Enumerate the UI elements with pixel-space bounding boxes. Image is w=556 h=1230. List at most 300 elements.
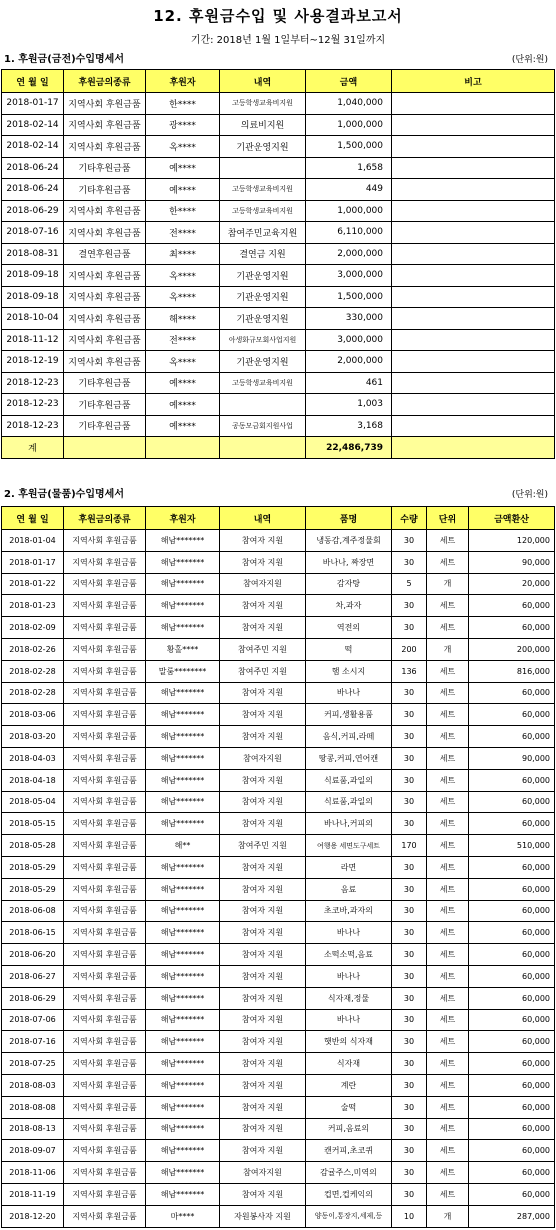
table-row	[2, 286, 555, 308]
date-cell: 2018-12-20	[2, 1205, 64, 1227]
type-cell: 지역사회 후원금품	[64, 1074, 146, 1096]
detail-cell: 참여자 지원	[220, 704, 306, 726]
qty-cell: 30	[392, 965, 427, 987]
detail-cell: 참여주민 지원	[220, 835, 306, 857]
type-cell: 지역사회 후원금품	[64, 1183, 146, 1205]
type-cell: 지역사회 후원금품	[64, 769, 146, 791]
amount-cell: 3,168	[306, 415, 392, 437]
amount-cell: 287,000	[469, 1205, 555, 1227]
item-cell: 땅콩,커피,연어캔	[306, 747, 392, 769]
type-cell: 지역사회 후원금품	[64, 573, 146, 595]
table-row	[2, 573, 555, 595]
total-label: 계	[2, 437, 64, 459]
type-cell: 결연후원금품	[64, 243, 146, 265]
table-row	[2, 726, 555, 748]
amount-cell: 120,000	[469, 530, 555, 552]
qty-cell: 30	[392, 1009, 427, 1031]
note-cell	[392, 286, 555, 308]
date-cell: 2018-06-29	[2, 987, 64, 1009]
amount-cell: 1,658	[306, 157, 392, 179]
date-cell: 2018-08-13	[2, 1118, 64, 1140]
unit-cell: 세트	[427, 900, 469, 922]
table-row	[2, 704, 555, 726]
type-cell: 지역사회 후원금품	[64, 704, 146, 726]
amount-cell: 60,000	[469, 682, 555, 704]
type-cell: 지역사회 후원금품	[64, 308, 146, 330]
qty-cell: 136	[392, 660, 427, 682]
donor-cell: 해남*******	[146, 573, 220, 595]
date-cell: 2018-08-31	[2, 243, 64, 265]
column-header: 후원자	[146, 70, 220, 93]
table-row	[2, 878, 555, 900]
donor-cell: 해남*******	[146, 878, 220, 900]
date-cell: 2018-02-14	[2, 114, 64, 136]
date-cell: 2018-10-04	[2, 308, 64, 330]
date-cell: 2018-12-23	[2, 372, 64, 394]
amount-cell: 90,000	[469, 747, 555, 769]
date-cell: 2018-09-07	[2, 1140, 64, 1162]
unit-cell: 세트	[427, 791, 469, 813]
type-cell: 지역사회 후원금품	[64, 900, 146, 922]
donor-cell: 해남*******	[146, 726, 220, 748]
unit-cell: 세트	[427, 682, 469, 704]
date-cell: 2018-05-28	[2, 835, 64, 857]
type-cell: 지역사회 후원금품	[64, 944, 146, 966]
type-cell: 지역사회 후원금품	[64, 660, 146, 682]
date-cell: 2018-12-19	[2, 351, 64, 373]
qty-cell: 30	[392, 1074, 427, 1096]
unit-cell: 개	[427, 573, 469, 595]
column-header: 후원금의종류	[64, 507, 146, 530]
table-row	[2, 329, 555, 351]
item-cell: 소떡소떡,음료	[306, 944, 392, 966]
amount-cell: 60,000	[469, 791, 555, 813]
date-cell: 2018-01-17	[2, 93, 64, 115]
donor-cell: 해남*******	[146, 791, 220, 813]
type-cell: 지역사회 후원금품	[64, 329, 146, 351]
detail-cell: 참여자 지원	[220, 769, 306, 791]
qty-cell: 30	[392, 944, 427, 966]
table-row	[2, 114, 555, 136]
detail-cell: 참여자지원	[220, 573, 306, 595]
detail-cell: 참여자 지원	[220, 551, 306, 573]
item-cell: 바나나	[306, 922, 392, 944]
item-cell: 음식,커피,라떼	[306, 726, 392, 748]
table-row	[2, 987, 555, 1009]
table-row	[2, 1074, 555, 1096]
detail-cell: 참여자 지원	[220, 944, 306, 966]
unit-cell: 세트	[427, 530, 469, 552]
empty-cell	[220, 437, 306, 459]
type-cell: 지역사회 후원금품	[64, 551, 146, 573]
table-row	[2, 1118, 555, 1140]
amount-cell: 60,000	[469, 1074, 555, 1096]
detail-cell: 기관운영지원	[220, 286, 306, 308]
qty-cell: 30	[392, 791, 427, 813]
detail-cell: 의료비지원	[220, 114, 306, 136]
note-cell	[392, 243, 555, 265]
amount-cell: 90,000	[469, 551, 555, 573]
date-cell: 2018-02-14	[2, 136, 64, 158]
amount-cell: 60,000	[469, 1118, 555, 1140]
date-cell: 2018-01-23	[2, 595, 64, 617]
table-row	[2, 1009, 555, 1031]
amount-cell: 60,000	[469, 900, 555, 922]
date-cell: 2018-05-29	[2, 856, 64, 878]
column-header: 내역	[220, 507, 306, 530]
note-cell	[392, 157, 555, 179]
detail-cell: 기관운영지원	[220, 351, 306, 373]
amount-cell: 60,000	[469, 856, 555, 878]
date-cell: 2018-09-18	[2, 286, 64, 308]
date-cell: 2018-08-03	[2, 1074, 64, 1096]
detail-cell: 참여자 지원	[220, 1031, 306, 1053]
amount-cell: 60,000	[469, 1140, 555, 1162]
donor-cell: 황홀****	[146, 638, 220, 660]
donor-cell: 예****	[146, 394, 220, 416]
qty-cell: 30	[392, 987, 427, 1009]
amount-cell: 510,000	[469, 835, 555, 857]
item-cell: 햇반의 식자재	[306, 1031, 392, 1053]
detail-cell: 참여주민 지원	[220, 638, 306, 660]
donor-cell: 해남*******	[146, 856, 220, 878]
qty-cell: 30	[392, 704, 427, 726]
unit-cell: 세트	[427, 922, 469, 944]
table-row	[2, 747, 555, 769]
item-cell: 바나나	[306, 965, 392, 987]
item-cell: 캔커피,초코퀴	[306, 1140, 392, 1162]
table-row	[2, 1162, 555, 1184]
column-header: 수량	[392, 507, 427, 530]
table-row	[2, 530, 555, 552]
donor-cell: 해남*******	[146, 987, 220, 1009]
type-cell: 지역사회 후원금품	[64, 222, 146, 244]
detail-cell: 참여자지원	[220, 747, 306, 769]
table-row	[2, 835, 555, 857]
date-cell: 2018-07-16	[2, 1031, 64, 1053]
donor-cell: 해남*******	[146, 682, 220, 704]
qty-cell: 30	[392, 769, 427, 791]
detail-cell: 참여자 지원	[220, 1140, 306, 1162]
qty-cell: 30	[392, 682, 427, 704]
qty-cell: 30	[392, 1053, 427, 1075]
item-cell: 커피,음료의	[306, 1118, 392, 1140]
amount-cell: 200,000	[469, 638, 555, 660]
detail-cell: 고등학생교육비지원	[220, 179, 306, 201]
table-row	[2, 900, 555, 922]
item-cell: 햄 소시지	[306, 660, 392, 682]
detail-cell: 참여자 지원	[220, 900, 306, 922]
empty-cell	[64, 437, 146, 459]
type-cell: 지역사회 후원금품	[64, 351, 146, 373]
detail-cell: 참여주민 지원	[220, 660, 306, 682]
donor-cell: 해남*******	[146, 747, 220, 769]
amount-cell: 60,000	[469, 878, 555, 900]
amount-cell: 60,000	[469, 1053, 555, 1075]
note-cell	[392, 200, 555, 222]
detail-cell: 결연금 지원	[220, 243, 306, 265]
date-cell: 2018-05-15	[2, 813, 64, 835]
amount-cell: 1,040,000	[306, 93, 392, 115]
donor-cell: 옥****	[146, 136, 220, 158]
donor-cell: 해남*******	[146, 965, 220, 987]
item-cell: 차,과자	[306, 595, 392, 617]
table-row	[2, 415, 555, 437]
unit-cell: 세트	[427, 595, 469, 617]
detail-cell: 참여자 지원	[220, 856, 306, 878]
donor-cell: 해남*******	[146, 900, 220, 922]
unit-cell: 개	[427, 638, 469, 660]
table-row	[2, 1205, 555, 1227]
item-cell: 여행용 세면도구세트	[306, 835, 392, 857]
date-cell: 2018-06-27	[2, 965, 64, 987]
donor-cell: 예****	[146, 179, 220, 201]
amount-cell: 816,000	[469, 660, 555, 682]
table-row	[2, 944, 555, 966]
donor-cell: 예****	[146, 415, 220, 437]
table-row	[2, 1031, 555, 1053]
unit-cell: 세트	[427, 551, 469, 573]
report-title: 12. 후원금수입 및 사용결과보고서	[153, 7, 403, 25]
qty-cell: 30	[392, 1096, 427, 1118]
amount-cell: 1,003	[306, 394, 392, 416]
goods-income-table	[1, 506, 555, 1228]
qty-cell: 5	[392, 573, 427, 595]
date-cell: 2018-05-29	[2, 878, 64, 900]
donor-cell: 해****	[146, 308, 220, 330]
detail-cell: 참여자 지원	[220, 617, 306, 639]
note-cell	[392, 308, 555, 330]
detail-cell: 아생화규모회사업지원	[220, 329, 306, 351]
table-row	[2, 1183, 555, 1205]
amount-cell: 60,000	[469, 922, 555, 944]
table-row	[2, 200, 555, 222]
detail-cell: 참여자 지원	[220, 682, 306, 704]
detail-cell: 참여자 지원	[220, 878, 306, 900]
type-cell: 지역사회 후원금품	[64, 987, 146, 1009]
amount-cell: 20,000	[469, 573, 555, 595]
type-cell: 지역사회 후원금품	[64, 835, 146, 857]
column-header: 금액환산	[469, 507, 555, 530]
unit-cell: 세트	[427, 1031, 469, 1053]
qty-cell: 30	[392, 1183, 427, 1205]
qty-cell: 30	[392, 1162, 427, 1184]
type-cell: 지역사회 후원금품	[64, 682, 146, 704]
type-cell: 지역사회 후원금품	[64, 265, 146, 287]
column-header: 연 월 일	[2, 507, 64, 530]
item-cell: 감귤주스,미역의	[306, 1162, 392, 1184]
amount-cell: 60,000	[469, 813, 555, 835]
donor-cell: 해남*******	[146, 1031, 220, 1053]
detail-cell: 기관운영지원	[220, 136, 306, 158]
detail-cell: 참여자 지원	[220, 987, 306, 1009]
type-cell: 지역사회 후원금품	[64, 1140, 146, 1162]
donor-cell: 전****	[146, 329, 220, 351]
qty-cell: 30	[392, 1118, 427, 1140]
unit-cell: 세트	[427, 965, 469, 987]
amount-cell: 449	[306, 179, 392, 201]
date-cell: 2018-12-23	[2, 394, 64, 416]
detail-cell: 기관운영지원	[220, 308, 306, 330]
amount-cell: 60,000	[469, 1009, 555, 1031]
type-cell: 지역사회 후원금품	[64, 200, 146, 222]
table-row	[2, 856, 555, 878]
donor-cell: 해남*******	[146, 530, 220, 552]
amount-cell: 1,000,000	[306, 114, 392, 136]
date-cell: 2018-07-25	[2, 1053, 64, 1075]
amount-cell: 60,000	[469, 965, 555, 987]
donor-cell: 한****	[146, 93, 220, 115]
unit-cell: 세트	[427, 1183, 469, 1205]
table-row	[2, 93, 555, 115]
date-cell: 2018-12-23	[2, 415, 64, 437]
unit-cell: 세트	[427, 878, 469, 900]
item-cell: 음료	[306, 878, 392, 900]
donor-cell: 해남*******	[146, 1096, 220, 1118]
cash-table-header-row	[2, 70, 555, 93]
qty-cell: 30	[392, 922, 427, 944]
detail-cell: 참여자 지원	[220, 1096, 306, 1118]
qty-cell: 30	[392, 813, 427, 835]
date-cell: 2018-01-17	[2, 551, 64, 573]
table-row	[2, 243, 555, 265]
unit-cell: 세트	[427, 1140, 469, 1162]
note-cell	[392, 222, 555, 244]
donor-cell: 옥****	[146, 351, 220, 373]
item-cell: 양동이,통장지,세제,등	[306, 1205, 392, 1227]
qty-cell: 30	[392, 530, 427, 552]
detail-cell: 참여자 지원	[220, 1118, 306, 1140]
qty-cell: 30	[392, 617, 427, 639]
donor-cell: 광****	[146, 114, 220, 136]
date-cell: 2018-07-06	[2, 1009, 64, 1031]
donor-cell: 해남*******	[146, 595, 220, 617]
date-cell: 2018-01-22	[2, 573, 64, 595]
type-cell: 지역사회 후원금품	[64, 93, 146, 115]
note-cell	[392, 93, 555, 115]
item-cell: 식료품,과일의	[306, 791, 392, 813]
item-cell: 식자재,정물	[306, 987, 392, 1009]
detail-cell	[220, 394, 306, 416]
type-cell: 지역사회 후원금품	[64, 1053, 146, 1075]
column-header: 금액	[306, 70, 392, 93]
amount-cell: 60,000	[469, 769, 555, 791]
type-cell: 지역사회 후원금품	[64, 1205, 146, 1227]
unit-cell: 세트	[427, 1162, 469, 1184]
note-cell	[392, 114, 555, 136]
table-row	[2, 372, 555, 394]
qty-cell: 10	[392, 1205, 427, 1227]
table-row	[2, 813, 555, 835]
type-cell: 기타후원금품	[64, 394, 146, 416]
amount-cell: 60,000	[469, 944, 555, 966]
donor-cell: 해남*******	[146, 551, 220, 573]
report-period: 기간: 2018년 1월 1일부터~12월 31일까지	[190, 35, 386, 46]
unit-cell: 세트	[427, 835, 469, 857]
type-cell: 지역사회 후원금품	[64, 114, 146, 136]
unit-cell: 세트	[427, 944, 469, 966]
amount-cell: 1,500,000	[306, 136, 392, 158]
type-cell: 지역사회 후원금품	[64, 747, 146, 769]
donor-cell: 예****	[146, 372, 220, 394]
detail-cell: 기관운영지원	[220, 265, 306, 287]
empty-cell	[392, 437, 555, 459]
type-cell: 지역사회 후원금품	[64, 1096, 146, 1118]
unit-cell: 세트	[427, 769, 469, 791]
detail-cell: 참여자 지원	[220, 1053, 306, 1075]
item-cell: 바나나	[306, 1009, 392, 1031]
section2-title: 2. 후원금(물품)수입명세서	[4, 489, 124, 500]
column-header: 연 월 일	[2, 70, 64, 93]
detail-cell: 참여주민교육지원	[220, 222, 306, 244]
column-header: 내역	[220, 70, 306, 93]
item-cell: 바나나, 짜장면	[306, 551, 392, 573]
section1-unit: (단위:원)	[511, 55, 548, 65]
section1-header	[0, 51, 556, 69]
table-row	[2, 791, 555, 813]
type-cell: 지역사회 후원금품	[64, 813, 146, 835]
unit-cell: 세트	[427, 726, 469, 748]
type-cell: 지역사회 후원금품	[64, 595, 146, 617]
amount-cell: 3,000,000	[306, 329, 392, 351]
item-cell: 바나나,커피의	[306, 813, 392, 835]
item-cell: 컵면,컵케익의	[306, 1183, 392, 1205]
donor-cell: 해남*******	[146, 704, 220, 726]
note-cell	[392, 265, 555, 287]
table-row	[2, 922, 555, 944]
item-cell: 식료품,과일의	[306, 769, 392, 791]
unit-cell: 세트	[427, 1053, 469, 1075]
donor-cell: 해남*******	[146, 1053, 220, 1075]
date-cell: 2018-07-16	[2, 222, 64, 244]
table-row	[2, 660, 555, 682]
amount-cell: 60,000	[469, 1162, 555, 1184]
type-cell: 지역사회 후원금품	[64, 1162, 146, 1184]
unit-cell: 세트	[427, 856, 469, 878]
qty-cell: 30	[392, 726, 427, 748]
date-cell: 2018-11-19	[2, 1183, 64, 1205]
date-cell: 2018-02-26	[2, 638, 64, 660]
amount-cell: 461	[306, 372, 392, 394]
amount-cell: 60,000	[469, 726, 555, 748]
date-cell: 2018-06-20	[2, 944, 64, 966]
table-row	[2, 965, 555, 987]
section2-header	[0, 486, 556, 504]
date-cell: 2018-06-24	[2, 179, 64, 201]
unit-cell: 세트	[427, 1118, 469, 1140]
detail-cell: 고등학생교육비지원	[220, 200, 306, 222]
table-row	[2, 179, 555, 201]
note-cell	[392, 329, 555, 351]
type-cell: 지역사회 후원금품	[64, 1031, 146, 1053]
detail-cell: 참여자 지원	[220, 1183, 306, 1205]
donor-cell: 말룸********	[146, 660, 220, 682]
date-cell: 2018-02-28	[2, 660, 64, 682]
section2-unit: (단위:원)	[511, 490, 548, 500]
unit-cell: 개	[427, 1205, 469, 1227]
type-cell: 지역사회 후원금품	[64, 1009, 146, 1031]
type-cell: 기타후원금품	[64, 415, 146, 437]
detail-cell: 참여자 지원	[220, 1009, 306, 1031]
detail-cell: 참여자 지원	[220, 530, 306, 552]
date-cell: 2018-05-04	[2, 791, 64, 813]
donor-cell: 해남*******	[146, 769, 220, 791]
unit-cell: 세트	[427, 660, 469, 682]
donor-cell: 해남*******	[146, 813, 220, 835]
type-cell: 지역사회 후원금품	[64, 965, 146, 987]
column-header: 단위	[427, 507, 469, 530]
table-row	[2, 157, 555, 179]
